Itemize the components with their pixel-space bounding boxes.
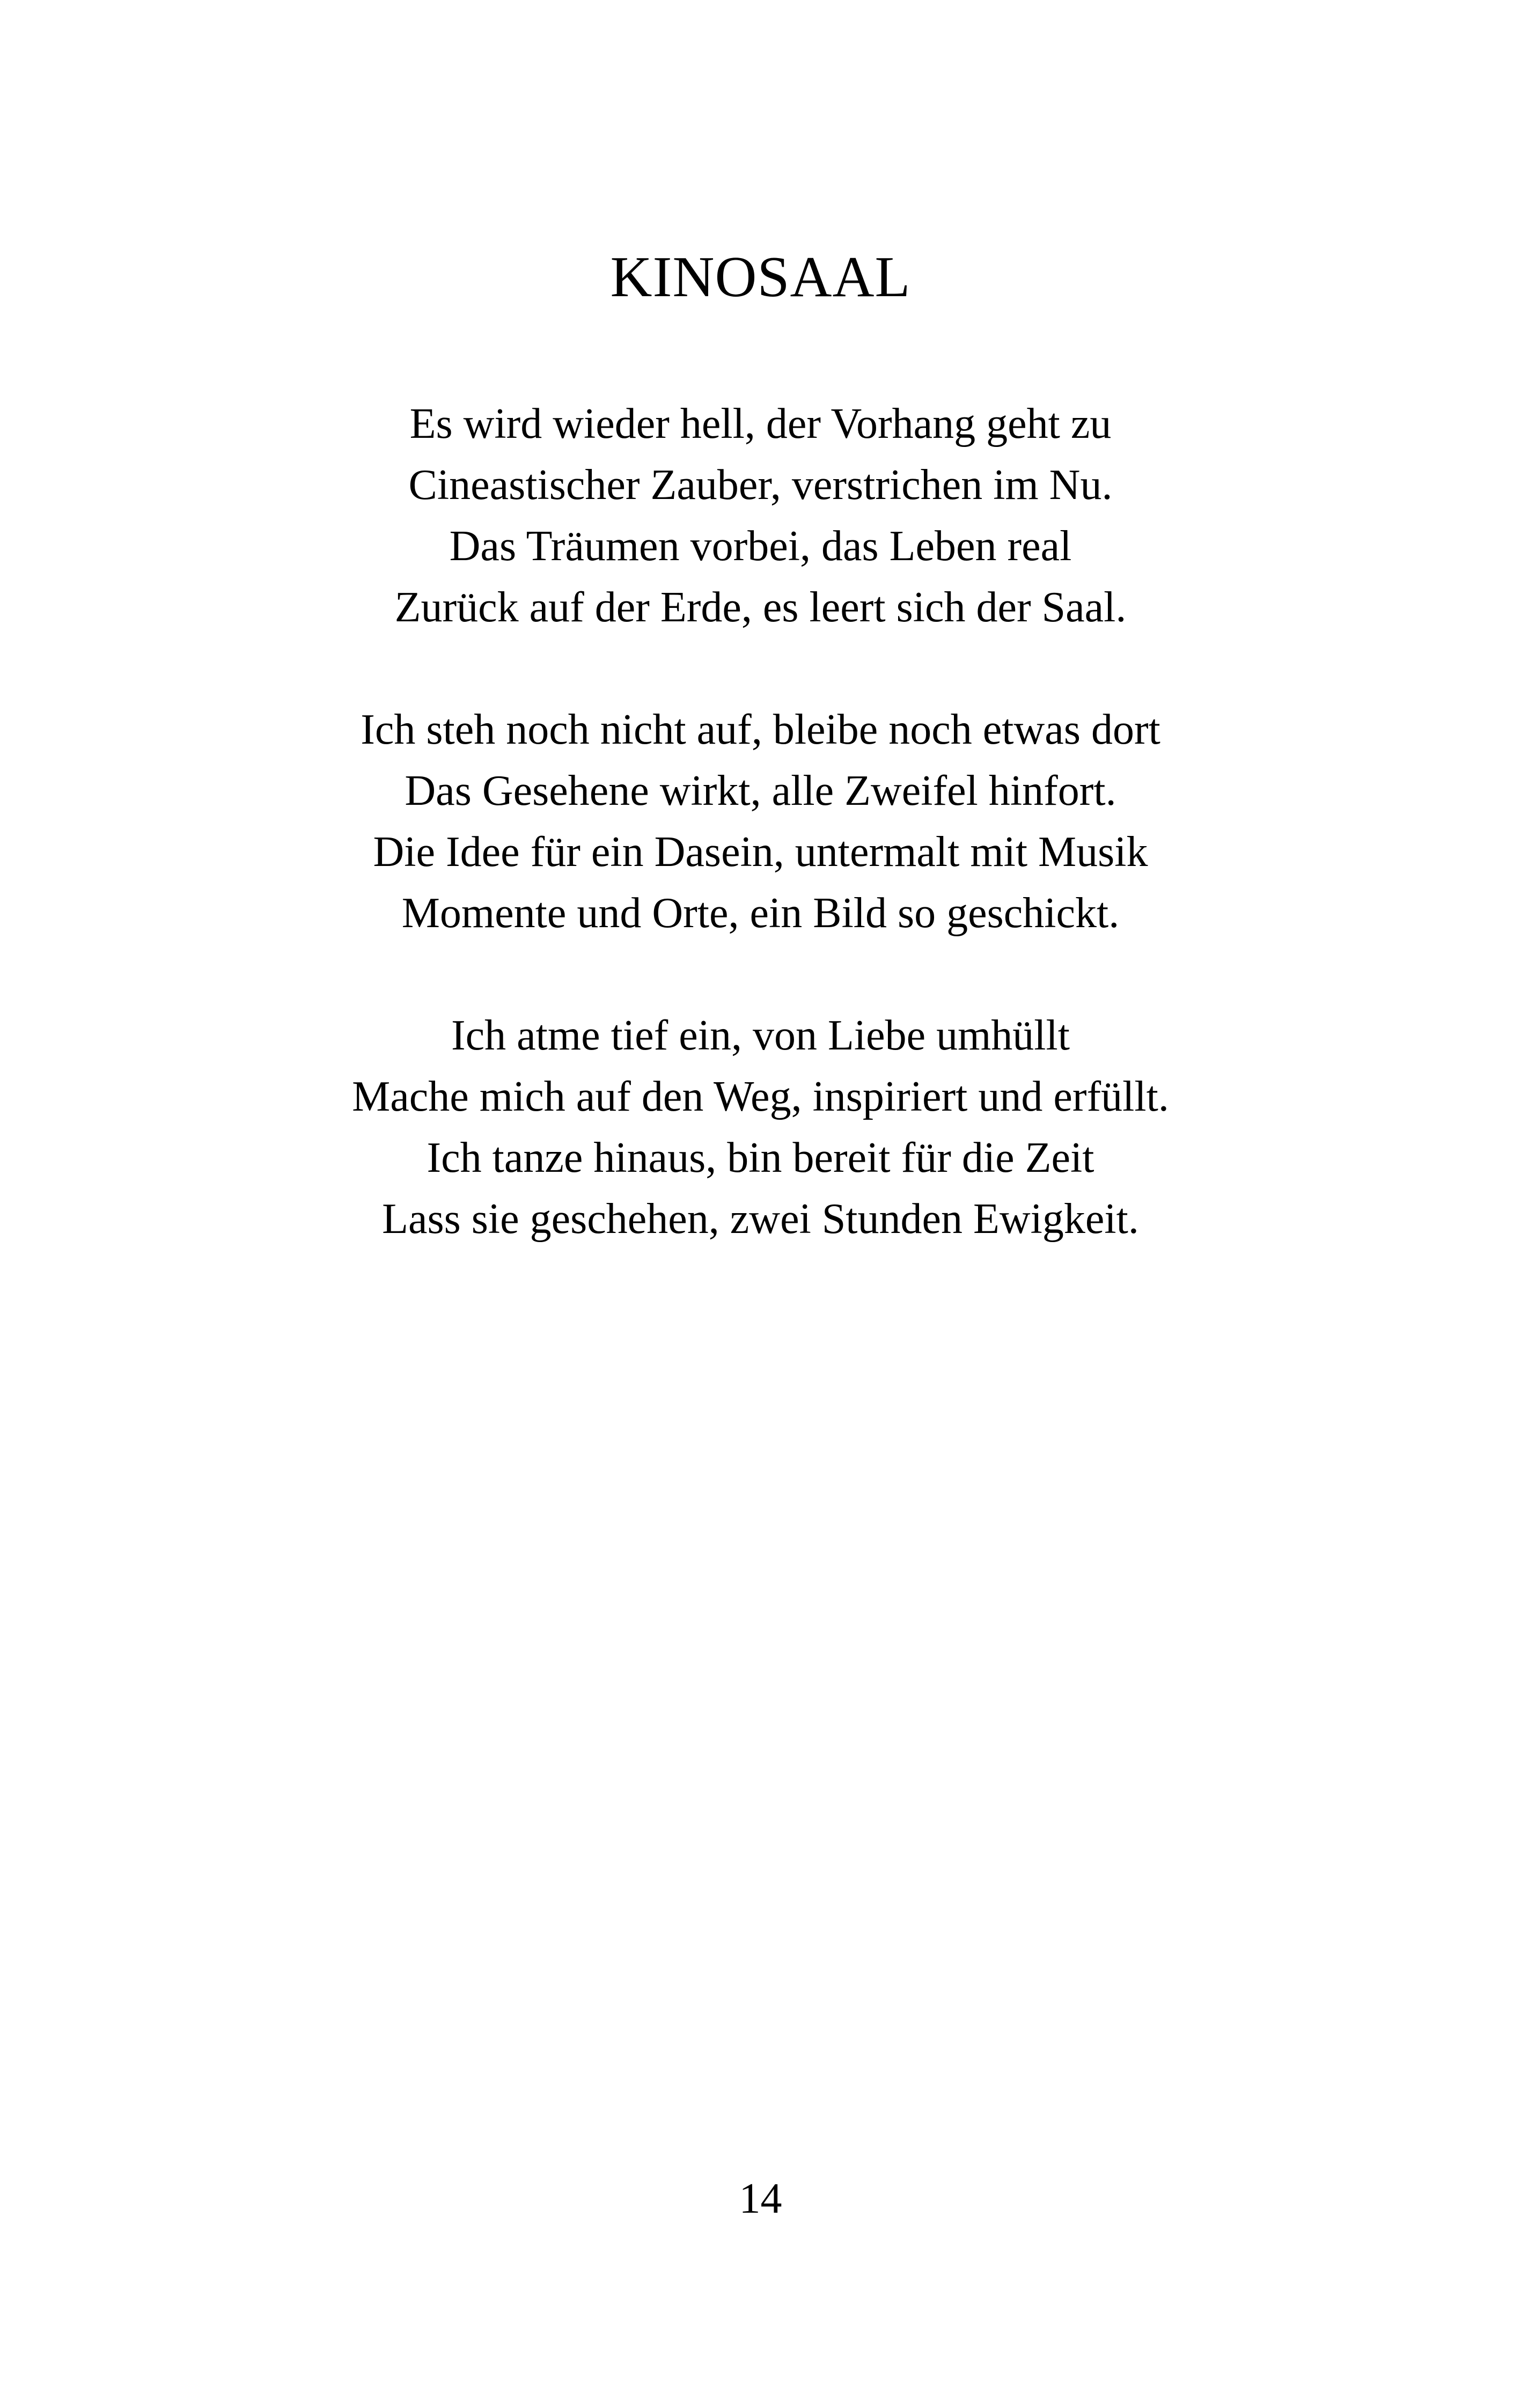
poem-line: Ich tanze hinaus, bin bereit für die Zeit	[427, 1134, 1094, 1181]
poem-line: Cineastischer Zauber, verstrichen im Nu.	[408, 461, 1113, 509]
stanza-3	[0, 1005, 1521, 1250]
poem-line: Mache mich auf den Weg, inspiriert und erfüllt.	[352, 1073, 1169, 1120]
poem-line: Ich atme tief ein, von Liebe umhüllt	[451, 1012, 1070, 1059]
poem-body	[0, 393, 1521, 1311]
poem-line: Zurück auf der Erde, es leert sich der Saal.	[394, 584, 1127, 631]
stanza-2	[0, 699, 1521, 944]
stanza-1	[0, 393, 1521, 638]
poem-line: Die Idee für ein Dasein, untermalt mit Musik	[373, 828, 1148, 876]
poem-line: Ich steh noch nicht auf, bleibe noch etwas dort	[361, 706, 1160, 753]
poem-line: Das Träumen vorbei, das Leben real	[449, 523, 1072, 570]
poem-line: Das Gesehene wirkt, alle Zweifel hinfort.	[405, 767, 1116, 814]
poem-line: Lass sie geschehen, zwei Stunden Ewigkeit.	[382, 1195, 1139, 1243]
page-number: 14	[739, 2175, 782, 2222]
poem-title: KINOSAAL	[610, 245, 911, 309]
poem-line: Momente und Orte, ein Bild so geschickt.	[401, 890, 1120, 937]
poem-line: Es wird wieder hell, der Vorhang geht zu	[409, 400, 1112, 447]
